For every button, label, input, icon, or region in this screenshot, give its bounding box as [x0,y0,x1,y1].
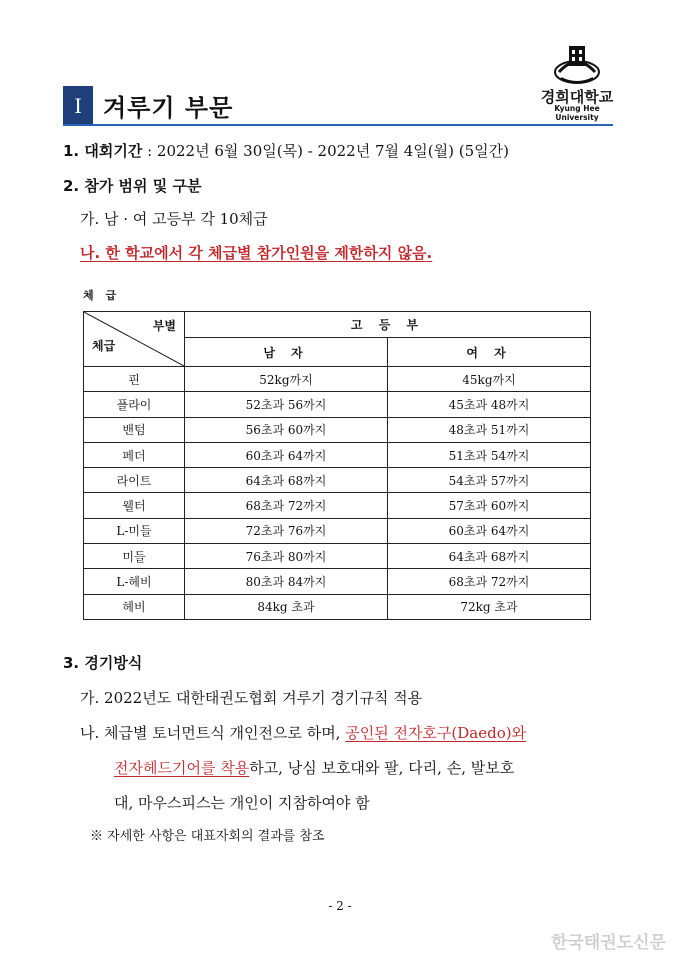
male-range-cell: 72초과 76까지 [185,518,388,543]
item3-b-line3: 대, 마우스피스는 개인이 지참하여야 함 [114,794,370,812]
item2-label: 2. 참가 범위 및 구분 [63,177,202,195]
item1-line [63,140,509,161]
male-range-cell: 52kg까지 [185,367,388,392]
item3-note: ※ 자세한 사항은 대표자회의 결과를 참조 [90,829,325,844]
item1-label: 1. 대회기간 [63,142,143,160]
female-header: 여 자 [388,338,591,367]
female-range-cell: 64초과 68까지 [388,544,591,569]
table-row [84,544,591,569]
female-range-cell: 54초과 57까지 [388,468,591,493]
corner-bottom-label: 체급 [92,339,116,353]
male-range-cell: 76초과 80까지 [185,544,388,569]
weight-class-cell: L-미들 [84,518,185,543]
item1-text: : 2022년 6월 30일(목) - 2022년 7월 4일(월) (5일간) [142,142,509,160]
male-header: 남 자 [185,338,388,367]
male-range-cell: 64초과 68까지 [185,468,388,493]
male-range-cell: 68초과 72까지 [185,493,388,518]
table-row [84,569,591,594]
item3-b-line1 [80,722,526,743]
male-range-cell: 84kg 초과 [185,594,388,619]
weight-class-cell: 헤비 [84,594,185,619]
weight-class-table [83,311,591,620]
logo-name: 경희대학교 [540,88,614,106]
logo-english: Kyung Hee University [554,104,600,122]
weight-class-cell: 웰터 [84,493,185,518]
weight-class-cell: 플라이 [84,392,185,417]
weight-class-cell: 페더 [84,442,185,467]
header-rule [63,124,613,126]
item3-b-red2: 전자헤드기어를 착용 [114,759,250,777]
table-row [84,594,591,619]
item3-label: 3. 경기방식 [63,654,143,672]
section-number-box [63,86,93,126]
section-number: I [74,93,82,118]
table-corner-cell [84,312,185,367]
female-range-cell: 45kg까지 [388,367,591,392]
table-row [84,518,591,543]
watermark: 한국태권도신문 [551,933,666,953]
item3-b-line2 [114,757,514,778]
female-range-cell: 45초과 48까지 [388,392,591,417]
item3-a: 가. 2022년도 대한태권도협회 겨루기 경기규칙 적용 [80,689,423,707]
table-row [84,392,591,417]
item2-a: 가. 남 · 여 고등부 각 10체급 [80,210,268,228]
female-range-cell: 68초과 72까지 [388,569,591,594]
female-range-cell: 57초과 60까지 [388,493,591,518]
table-row [84,417,591,442]
male-range-cell: 52초과 56까지 [185,392,388,417]
item3-b-prefix: 나. 체급별 토너먼트식 개인전으로 하며, [80,724,346,742]
item3-b-rest1: 하고, 낭심 보호대와 팔, 다리, 손, 발보호 [249,759,515,777]
table-row [84,442,591,467]
table-row [84,493,591,518]
table-caption: 체 급 [83,289,121,302]
female-range-cell: 51초과 54까지 [388,442,591,467]
weight-class-cell: L-헤비 [84,569,185,594]
weight-class-cell: 미들 [84,544,185,569]
male-range-cell: 60초과 64까지 [185,442,388,467]
item2-b: 나. 한 학교에서 각 체급별 참가인원을 제한하지 않음. [80,244,433,262]
male-range-cell: 80초과 84까지 [185,569,388,594]
table-row [84,468,591,493]
female-range-cell: 48초과 51까지 [388,417,591,442]
section-title: 겨루기 부문 [103,94,234,122]
weight-class-cell: 라이트 [84,468,185,493]
weight-class-cell: 밴텀 [84,417,185,442]
male-range-cell: 56초과 60까지 [185,417,388,442]
corner-top-label: 부별 [152,319,176,333]
female-range-cell: 72kg 초과 [388,594,591,619]
item3-b-red1: 공인된 전자호구(Daedo)와 [345,724,527,742]
page-number: - 2 - [328,899,352,913]
weight-class-cell: 핀 [84,367,185,392]
female-range-cell: 60초과 64까지 [388,518,591,543]
table-row [84,367,591,392]
university-seal-icon [537,42,617,88]
group-header: 고 등 부 [185,312,591,338]
